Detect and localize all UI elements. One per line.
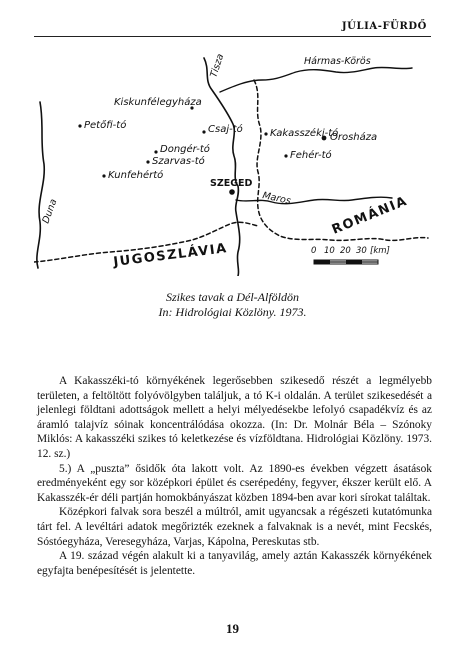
label-romania: ROMÁNIA: [329, 193, 410, 238]
harmas-koros-river: [220, 67, 412, 92]
scale-tick-30: 30: [356, 246, 367, 256]
scale-bar: [311, 246, 390, 264]
label-donger-to: Dongér-tó: [160, 144, 210, 155]
map-caption-line-1: Szikes tavak a Dél-Alföldön: [166, 290, 299, 304]
page-number: 19: [226, 621, 239, 636]
szeged-marker: [229, 189, 235, 195]
label-petofi-to: Petőfi-tó: [84, 120, 127, 131]
paragraph: Középkori falvak sora beszél a múltról, amit ugyancsak a régészeti kutatómunka tárt fel. A levéltári adatok megőrizték ezeknek a falvaknak is a nevét, mint Fecskés, Sóstóegyháza, Veresegyháza, Varjas, Kápolna, Pereskutas stb.: [37, 506, 432, 548]
running-header: JÚLIA-FÜRDŐ: [341, 21, 427, 32]
map-caption-line-2: In: Hidrológiai Közlöny. 1973.: [158, 305, 307, 319]
petofi-lake-marker: [78, 124, 81, 127]
feher-lake-marker: [284, 154, 287, 157]
label-kiskunfelegyhaza: Kiskunfélegyháza: [114, 97, 202, 108]
duna-river: [37, 102, 44, 268]
label-jugoszlavia: JUGOSZLÁVIA: [112, 241, 229, 270]
szarvas-lake-marker: [146, 160, 149, 163]
kunfeherto-marker: [102, 174, 105, 177]
label-csaj-to: Csaj-tó: [208, 124, 243, 135]
label-szarvas-to: Szarvas-tó: [152, 156, 205, 167]
paragraph: A 19. század végén alakult ki a tanyavilág, amely aztán Kakasszék környékének egyfajta benépesítését is jelentette.: [37, 550, 432, 577]
paragraph: 5.) A „puszta” ősidők óta lakott volt. Az 1890-es években végzett ásatások eredményeként egy sor középkori épület és cserépedény, fegyver, ékszer került elő. A Kakasszék-ér déli partján homokbányászat közben 1894-ben avar kori sírokat találtak.: [37, 462, 432, 504]
scale-unit: [km]: [370, 246, 390, 256]
label-kakasszeki-to: Kakasszéki-tó: [270, 128, 339, 139]
romania-border: [254, 80, 428, 240]
lakes-map: [34, 40, 432, 276]
label-kunfeherto: Kunfehértó: [108, 170, 164, 181]
label-harmas-koros: Hármas-Körös: [304, 56, 371, 67]
header-rule: [34, 36, 431, 37]
body-text: [37, 374, 432, 578]
scale-tick-10: 10: [324, 246, 335, 256]
label-tisza: Tisza: [208, 52, 227, 79]
label-szeged: SZEGED: [210, 178, 253, 189]
csaj-lake-marker: [202, 130, 205, 133]
donger-lake-marker: [154, 150, 157, 153]
kakasszeki-lake-marker: [264, 132, 267, 135]
label-oroshaza: Orosháza: [330, 132, 378, 143]
label-duna: Duna: [40, 197, 60, 226]
label-feher-to: Fehér-tó: [290, 150, 332, 161]
label-maros: Maros: [261, 190, 292, 207]
paragraph: A Kakasszéki-tó környékének legerősebben szikesedő részét a legmélyebb területen, a feltöltött folyóvölgyben találjuk, a tó K-i oldalán. A terület szikesedését a jelenlegi földtani adottságok mellett a helyi mélyedésekbe lefolyó csapadékvíz és az áramló talajvíz sóinak koncentrálódása okozza. (In: Dr. Molnár Béla – Szónoky Miklós: A kakasszéki szikes tó keletkezése és vízföldtana. Hidrológiai Közlöny. 1973. 12. sz.): [37, 375, 432, 460]
maros-river: [236, 197, 392, 204]
scale-tick-0: 0: [311, 246, 317, 256]
scale-tick-20: 20: [340, 246, 351, 256]
